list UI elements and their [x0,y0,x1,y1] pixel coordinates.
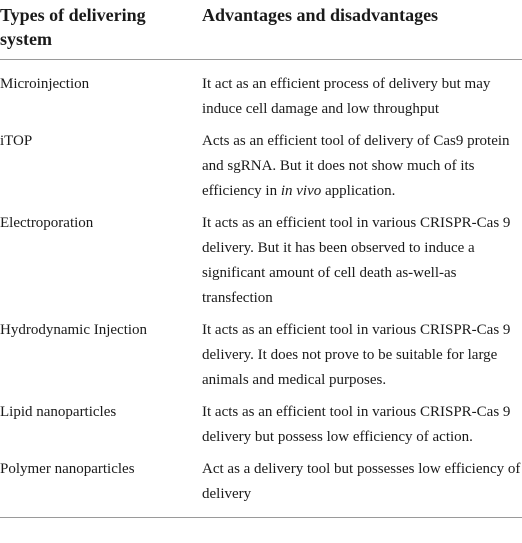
row-type: Electroporation [0,215,94,231]
row-description: It acts as an efficient tool in various CRISPR-Cas 9 delivery. But it has been observed to induce a significant amount of cell death as-well-as transfection [202,215,511,306]
row-type: iTOP [0,133,33,149]
row-type: Hydrodynamic Injection [0,322,148,338]
row-type: Polymer nanoparticles [0,457,202,518]
table-row [0,318,522,400]
row-description: It acts as an efficient tool in various CRISPR-Cas 9 delivery but possess low efficiency of action. [202,404,511,445]
row-description-text-end: application. [321,183,396,199]
table-header [0,0,522,60]
row-description: It acts as an efficient tool in various CRISPR-Cas 9 delivery. It does not prove to be suitable for large animals and medical purposes. [202,322,511,388]
row-description: It act as an efficient process of delivery but may induce cell damage and low throughput [202,76,491,117]
table-row [0,211,522,318]
table-body [0,60,522,518]
table-row [0,129,522,211]
row-description [202,129,522,211]
header-advantages: Advantages and disadvantages [202,0,522,60]
table-row [0,457,522,518]
header-types: Types of delivering system [0,0,202,60]
table-row [0,60,522,130]
header-row [0,0,522,60]
table-row [0,400,522,457]
row-type: Lipid nanoparticles [0,404,117,420]
row-type: Microinjection [0,76,90,92]
row-description-italic: in vivo [280,183,322,199]
row-description: Act as a delivery tool but possesses low efficiency of delivery [202,457,522,518]
row-description-text: Acts as an efficient tool of delivery of Cas9 protein and sgRNA. But it does not show much of its efficiency in [202,133,510,199]
